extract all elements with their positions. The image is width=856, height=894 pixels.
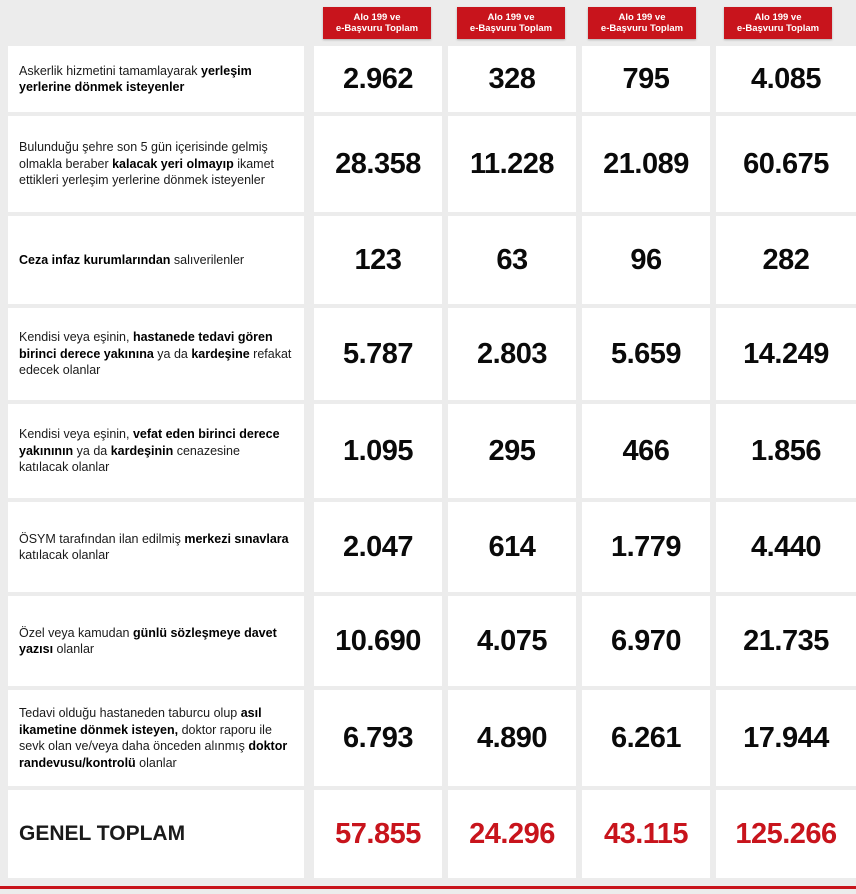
row-value: 5.787 [314, 308, 442, 400]
column-header [724, 7, 832, 39]
row-value: 4.085 [716, 46, 856, 112]
row-value: 328 [448, 46, 576, 112]
total-value: 57.855 [314, 790, 442, 878]
row-label-cell [8, 596, 304, 686]
table-header [0, 0, 856, 44]
row-label: Askerlik hizmetini tamamlayarak yerleşim yerlerine dönmek isteyenler [19, 63, 252, 94]
row-value: 10.690 [314, 596, 442, 686]
total-value: 24.296 [448, 790, 576, 878]
table-row [8, 46, 856, 112]
row-value: 21.735 [716, 596, 856, 686]
table-row [8, 308, 856, 400]
row-label: Kendisi veya eşinin, vefat eden birinci derece yakınının ya da kardeşinin cenazesine katılacak olanlar [19, 427, 280, 475]
column-header-line1: Alo 199 ve [353, 12, 401, 23]
row-value: 4.075 [448, 596, 576, 686]
row-value: 1.095 [314, 404, 442, 498]
row-value: 2.803 [448, 308, 576, 400]
row-value: 17.944 [716, 690, 856, 786]
row-value: 63 [448, 216, 576, 304]
row-label-cell [8, 502, 304, 592]
row-value: 1.779 [582, 502, 710, 592]
row-value: 96 [582, 216, 710, 304]
total-value: 125.266 [716, 790, 856, 878]
row-value: 4.890 [448, 690, 576, 786]
row-value: 5.659 [582, 308, 710, 400]
column-header-line2: e-Başvuru Toplam [335, 23, 419, 34]
column-header-line2: e-Başvuru Toplam [600, 23, 684, 34]
row-value: 4.440 [716, 502, 856, 592]
row-value: 60.675 [716, 116, 856, 212]
row-value: 21.089 [582, 116, 710, 212]
total-label: GENEL TOPLAM [19, 821, 186, 845]
row-value: 2.047 [314, 502, 442, 592]
column-header [588, 7, 696, 39]
total-value: 43.115 [582, 790, 710, 878]
column-header [457, 7, 565, 39]
row-value: 14.249 [716, 308, 856, 400]
row-label: Tedavi olduğu hastaneden taburcu olup asıl ikametine dönmek isteyen, doktor raporu ile sevk olan ve/veya daha önceden alınmış doktor randevusu/kontrolü olanlar [19, 706, 288, 770]
column-header-line2: e-Başvuru Toplam [736, 23, 820, 34]
row-label: Ceza infaz kurumlarından salıverilenler [19, 252, 245, 267]
total-row [8, 790, 856, 878]
row-value: 6.970 [582, 596, 710, 686]
table-row [8, 596, 856, 686]
row-value: 1.856 [716, 404, 856, 498]
table-row [8, 216, 856, 304]
row-value: 2.962 [314, 46, 442, 112]
row-label-cell [8, 690, 304, 786]
row-label-cell [8, 46, 304, 112]
row-value: 11.228 [448, 116, 576, 212]
table-row [8, 116, 856, 212]
row-label-cell [8, 790, 304, 878]
row-label: Kendisi veya eşinin, hastanede tedavi gören birinci derece yakınına ya da kardeşine refakat edecek olanlar [19, 330, 292, 378]
row-value: 282 [716, 216, 856, 304]
row-value: 28.358 [314, 116, 442, 212]
column-header [323, 7, 431, 39]
table-row [8, 690, 856, 786]
row-label-cell [8, 308, 304, 400]
row-label: Özel veya kamudan günlü sözleşmeye davet yazısı olanlar [19, 625, 277, 656]
row-value: 295 [448, 404, 576, 498]
table-row [8, 502, 856, 592]
row-label: ÖSYM tarafından ilan edilmiş merkezi sınavlara katılacak olanlar [19, 531, 289, 562]
row-value: 6.793 [314, 690, 442, 786]
row-value: 466 [582, 404, 710, 498]
column-header-line1: Alo 199 ve [618, 12, 666, 23]
column-header-line2: e-Başvuru Toplam [469, 23, 553, 34]
row-label: Bulunduğu şehre son 5 gün içerisinde gelmiş olmakla beraber kalacak yeri olmayıp ikamet ettikleri yerleşim yerlerine dönmek isteyenler [19, 140, 275, 188]
row-value: 123 [314, 216, 442, 304]
row-value: 6.261 [582, 690, 710, 786]
column-header-line1: Alo 199 ve [487, 12, 535, 23]
column-header-line1: Alo 199 ve [754, 12, 802, 23]
table-row [8, 404, 856, 498]
row-label-cell [8, 116, 304, 212]
row-value: 614 [448, 502, 576, 592]
row-label-cell [8, 404, 304, 498]
row-label-cell [8, 216, 304, 304]
row-value: 795 [582, 46, 710, 112]
footer-accent-line [0, 886, 856, 889]
